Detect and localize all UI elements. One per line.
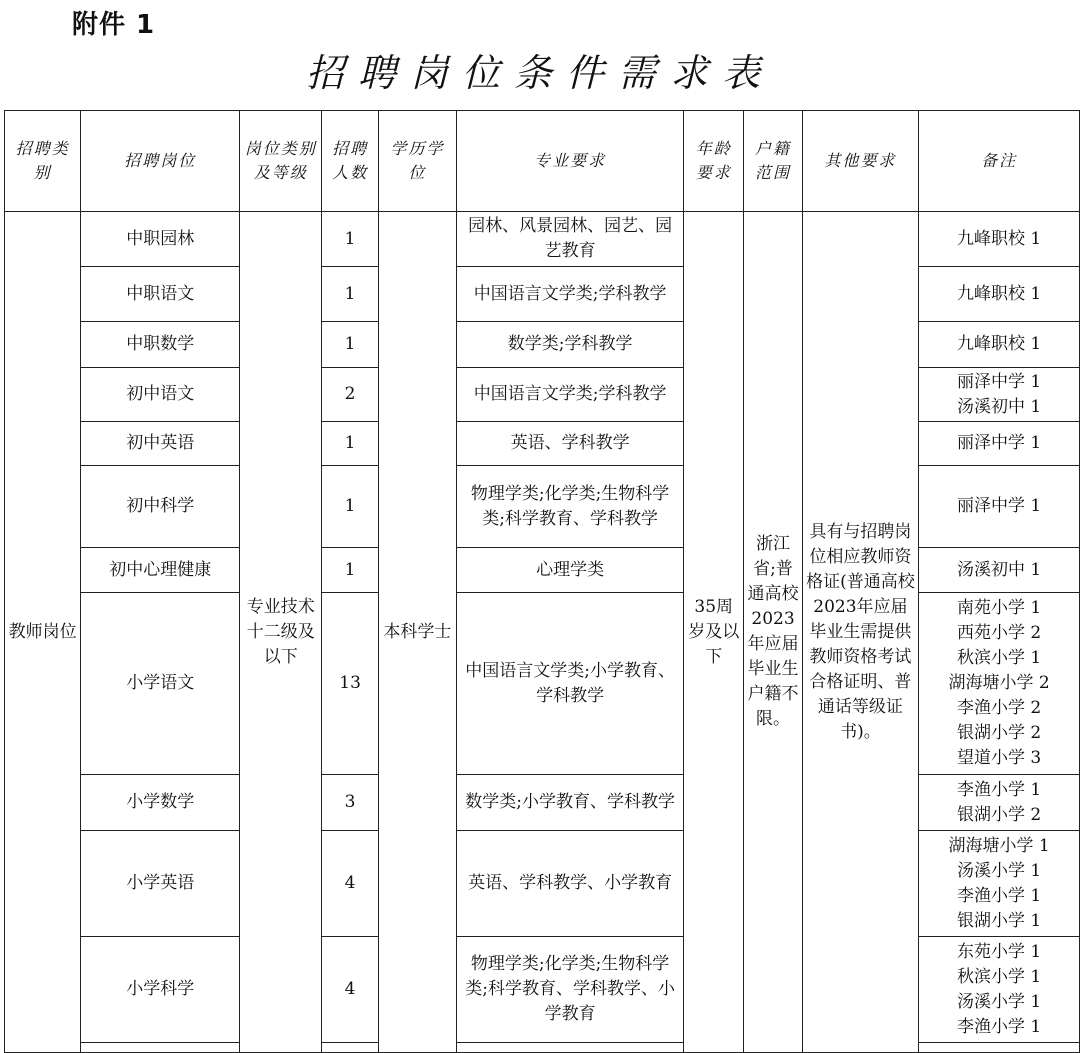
table-row <box>5 775 1080 831</box>
note-line: 李渔小学 2 <box>956 698 1042 718</box>
count-cell: 1 <box>322 267 378 322</box>
table-row <box>5 831 1080 937</box>
notes-cell <box>919 1043 1080 1053</box>
table-row-cut-off <box>5 1043 1080 1053</box>
education-cell: 本科学士 <box>378 212 456 1053</box>
note-line: 银湖小学 2 <box>956 804 1042 825</box>
major-cell: 物理学类;化学类;生物科学类;科学教育、学科教学 <box>457 466 684 548</box>
note-line: 汤溪小学 1 <box>956 860 1042 881</box>
major-cell: 心理学类 <box>457 548 684 593</box>
note-line: 九峰职校 1 <box>956 228 1042 249</box>
notes-cell <box>919 775 1080 831</box>
major-cell: 中国语言文学类;学科教学 <box>457 368 684 422</box>
notes-cell <box>919 593 1080 775</box>
note-line: 湖海塘小学 2 <box>948 673 1050 693</box>
table-row <box>5 593 1080 775</box>
note-line: 丽泽中学 1 <box>956 371 1042 392</box>
table-row <box>5 466 1080 548</box>
table-row <box>5 548 1080 593</box>
position-cell: 小学语文 <box>81 593 240 775</box>
count-cell: 1 <box>322 212 378 267</box>
header-notes: 备注 <box>919 111 1080 212</box>
position-cell <box>81 1043 240 1053</box>
note-line: 九峰职校 1 <box>956 283 1042 304</box>
age-cell: 35周岁及以下 <box>684 212 744 1053</box>
count-cell: 1 <box>322 466 378 548</box>
header-row <box>5 111 1080 212</box>
header-age: 年龄要求 <box>684 111 744 212</box>
header-household: 户籍范围 <box>744 111 802 212</box>
major-cell: 英语、学科教学、小学教育 <box>457 831 684 937</box>
note-line: 李渔小学 1 <box>956 1016 1042 1037</box>
header-count: 招聘人数 <box>322 111 378 212</box>
major-cell: 园林、风景园林、园艺、园艺教育 <box>457 212 684 267</box>
header-category: 招聘类别 <box>5 111 81 212</box>
header-major: 专业要求 <box>457 111 684 212</box>
note-line: 汤溪初中 1 <box>956 396 1042 417</box>
post-type-cell: 专业技术十二级及以下 <box>240 212 322 1053</box>
household-cell: 浙江省;普通高校2023年应届毕业生户籍不限。 <box>744 212 802 1053</box>
table-row <box>5 937 1080 1043</box>
table-row <box>5 267 1080 322</box>
major-cell: 英语、学科教学 <box>457 422 684 466</box>
header-other: 其他要求 <box>802 111 919 212</box>
table-row <box>5 212 1080 267</box>
count-cell: 13 <box>322 593 378 775</box>
attachment-label: 附件 1 <box>72 10 156 40</box>
header-position: 招聘岗位 <box>81 111 240 212</box>
count-cell: 3 <box>322 775 378 831</box>
note-line: 银湖小学 2 <box>956 723 1042 743</box>
note-line: 丽泽中学 1 <box>956 433 1042 453</box>
notes-cell <box>919 422 1080 466</box>
major-cell: 中国语言文学类;小学教育、学科教学 <box>457 593 684 775</box>
note-line: 丽泽中学 1 <box>956 496 1042 516</box>
note-line: 望道小学 3 <box>956 748 1042 768</box>
table-row <box>5 422 1080 466</box>
major-cell: 数学类;小学教育、学科教学 <box>457 775 684 831</box>
note-line: 秋滨小学 1 <box>956 966 1042 987</box>
count-cell <box>322 1043 378 1053</box>
requirements-table <box>4 110 1080 1053</box>
note-line: 李渔小学 1 <box>956 779 1042 800</box>
position-cell: 中职语文 <box>81 267 240 322</box>
note-line: 汤溪小学 1 <box>956 991 1042 1012</box>
count-cell: 4 <box>322 831 378 937</box>
other-requirements-cell: 具有与招聘岗位相应教师资格证(普通高校2023年应届毕业生需提供教师资格考试合格证明、普通话等级证书)。 <box>802 212 919 1053</box>
header-post-type: 岗位类别及等级 <box>240 111 322 212</box>
notes-cell <box>919 937 1080 1043</box>
count-cell: 1 <box>322 548 378 593</box>
notes-cell <box>919 466 1080 548</box>
notes-cell <box>919 831 1080 937</box>
note-line: 南苑小学 1 <box>956 598 1042 618</box>
table-row <box>5 368 1080 422</box>
major-cell: 中国语言文学类;学科教学 <box>457 267 684 322</box>
note-line: 李渔小学 1 <box>956 885 1042 906</box>
position-cell: 初中科学 <box>81 466 240 548</box>
note-line: 银湖小学 1 <box>956 910 1042 931</box>
notes-cell <box>919 322 1080 368</box>
count-cell: 1 <box>322 422 378 466</box>
position-cell: 小学科学 <box>81 937 240 1043</box>
notes-cell <box>919 368 1080 422</box>
note-line: 九峰职校 1 <box>956 334 1042 354</box>
notes-cell <box>919 267 1080 322</box>
notes-cell <box>919 548 1080 593</box>
major-cell: 数学类;学科教学 <box>457 322 684 368</box>
category-cell: 教师岗位 <box>5 212 81 1053</box>
count-cell: 4 <box>322 937 378 1043</box>
count-cell: 2 <box>322 368 378 422</box>
document-title: 招聘岗位条件需求表 <box>305 51 774 95</box>
header-education: 学历学位 <box>378 111 456 212</box>
major-cell <box>457 1043 684 1053</box>
position-cell: 中职数学 <box>81 322 240 368</box>
major-cell: 物理学类;化学类;生物科学类;科学教育、学科教学、小学教育 <box>457 937 684 1043</box>
position-cell: 初中英语 <box>81 422 240 466</box>
count-cell: 1 <box>322 322 378 368</box>
note-line: 湖海塘小学 1 <box>948 835 1050 856</box>
table-row <box>5 322 1080 368</box>
note-line: 东苑小学 1 <box>956 941 1042 962</box>
position-cell: 小学数学 <box>81 775 240 831</box>
note-line: 西苑小学 2 <box>956 623 1042 643</box>
position-cell: 初中心理健康 <box>81 548 240 593</box>
position-cell: 中职园林 <box>81 212 240 267</box>
position-cell: 初中语文 <box>81 368 240 422</box>
position-cell: 小学英语 <box>81 831 240 937</box>
note-line: 秋滨小学 1 <box>956 648 1042 668</box>
notes-cell <box>919 212 1080 267</box>
note-line: 汤溪初中 1 <box>956 559 1042 580</box>
